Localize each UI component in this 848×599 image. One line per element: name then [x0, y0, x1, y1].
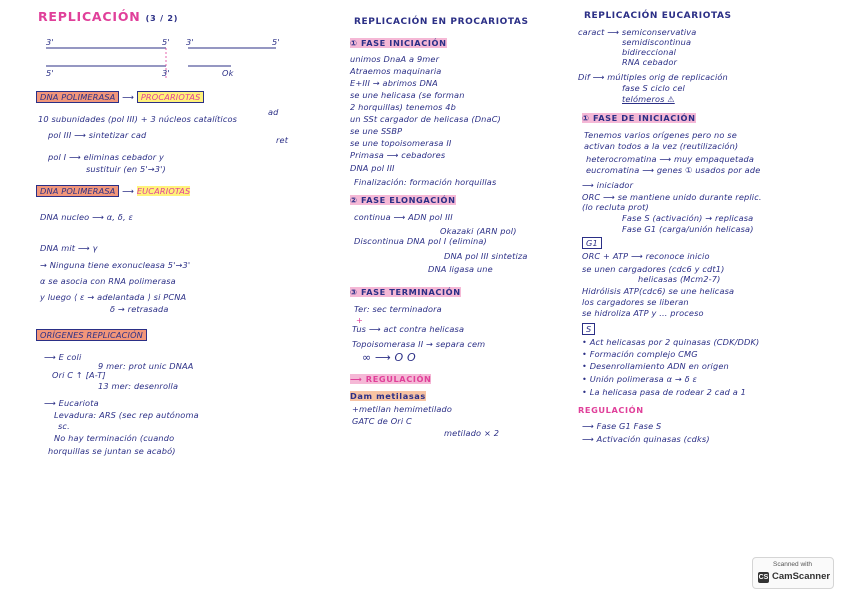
- note-line: E+III → abrimos DNA: [350, 78, 438, 88]
- note-line: DNA ligasa une: [428, 264, 493, 274]
- note-annotation: ret: [276, 135, 289, 145]
- note-line: Atraemos maquinaria: [350, 66, 442, 76]
- note-line: ∞ ⟶ O O: [362, 351, 416, 364]
- note-line: α se asocia con RNA polimerasa: [40, 276, 176, 286]
- note-line: +: [356, 315, 364, 325]
- note-line: 2 horquillas) tenemos 4b: [350, 102, 456, 112]
- note-line: Fase S (activación) → replicasa: [622, 213, 754, 223]
- diagram-label-6: 5': [46, 68, 54, 78]
- note-line: DNA nucleo ⟶ α, δ, ε: [40, 212, 134, 222]
- note-line: un SSt cargador de helicasa (DnaC): [350, 114, 501, 124]
- diagram-label-5: 3': [162, 68, 170, 78]
- note-line: se une topoisomerasa II: [350, 138, 452, 148]
- note-line: Discontinua DNA pol I (elimina): [354, 236, 487, 246]
- subheading-fase-elongacion: ② FASE ELONGACIÓN: [350, 195, 456, 205]
- subheading-fase-iniciacion: ① FASE DE INICIACIÓN: [582, 113, 696, 123]
- heading-replicacion-procariotas: REPLICACIÓN EN PROCARIOTAS: [354, 17, 529, 27]
- subheading-dam-metilasas: Dam metilasas: [350, 391, 426, 401]
- note-line: Ori C ↑ [A-T]: [52, 370, 106, 380]
- note-line: ⟶ iniciador: [582, 180, 634, 190]
- title-sub: (3 / 2): [145, 14, 179, 23]
- note-line: metilado × 2: [444, 428, 500, 438]
- dna-polimerasa-procariotas: DNA POLIMERASA ⟶ PROCARIOTAS: [36, 92, 204, 102]
- note-line: Topoisomerasa II → separa cem: [352, 339, 486, 349]
- note-line: caract ⟶ semiconservativa: [578, 27, 697, 37]
- note-line: Hidrólisis ATP(cdc6) se une helicasa: [582, 286, 735, 296]
- note-line: se une helicasa (se forman: [350, 90, 465, 100]
- heading-origenes-replicacion: ORÍGENES REPLICACIÓN: [36, 329, 147, 341]
- note-line: bidireccional: [622, 47, 677, 57]
- note-line: semidiscontinua: [622, 37, 692, 47]
- stamp-brand: CamScanner: [772, 571, 831, 582]
- note-line: sustituir (en 5'→3'): [86, 164, 166, 174]
- note-line: pol III ⟶ sintetizar cad: [48, 130, 147, 140]
- subheading-regulacion: REGULACIÓN: [578, 405, 644, 415]
- page-title: [38, 9, 179, 24]
- note-line: Levadura: ARS (sec rep autónoma: [54, 410, 199, 420]
- note-line: helicasas (Mcm2-7): [638, 274, 721, 284]
- stamp-caption: Scanned with: [773, 561, 813, 568]
- note-line: eucromatina ⟶ genes ① usados por ade: [586, 165, 761, 175]
- note-line: No hay terminación (cuando: [54, 433, 175, 443]
- camscanner-stamp: [752, 557, 834, 589]
- label-s: S: [582, 323, 595, 335]
- subheading-fase-terminacion: ③ FASE TERMINACIÓN: [350, 287, 461, 297]
- label-procariotas: PROCARIOTAS: [137, 91, 205, 103]
- s-row: [582, 324, 595, 334]
- note-line: δ → retrasada: [110, 304, 169, 314]
- note-line: Tus ⟶ act contra helicasa: [352, 324, 465, 334]
- dna-polimerasa-eucariotas: DNA POLIMERASA ⟶ EUCARIOTAS: [36, 186, 190, 196]
- subheading-fase-iniciacion: ① FASE INICIACIÓN: [350, 38, 447, 48]
- note-line: continua ⟶ ADN pol III: [354, 212, 453, 222]
- note-line: 10 subunidades (pol III) + 3 núcleos catalíticos: [38, 114, 238, 124]
- diagram-label-2: 5': [162, 37, 170, 47]
- note-line: Finalización: formación horquillas: [354, 177, 497, 187]
- g1-row: [582, 238, 602, 248]
- note-line: RNA cebador: [622, 57, 677, 67]
- note-line: 9 mer: prot unic DNAA: [98, 361, 194, 371]
- note-line: Fase G1 (carga/unión helicasa): [622, 224, 754, 234]
- note-line: pol I ⟶ eliminas cebador y: [48, 152, 165, 162]
- note-line: Dif ⟶ múltiples orig de replicación: [578, 72, 728, 82]
- note-line: unimos DnaA a 9mer: [350, 54, 440, 64]
- note-line: heterocromatina ⟶ muy empaquetada: [586, 154, 755, 164]
- label-eucariotas: EUCARIOTAS: [136, 186, 191, 196]
- diagram-label-1: 3': [46, 37, 54, 47]
- fase-iniciacion-euc-row: [582, 113, 696, 123]
- note-line: • Unión polimerasa α → δ ε: [582, 374, 698, 384]
- note-line: • Act helicasas por 2 quinasas (CDK/DDK): [582, 337, 760, 347]
- note-line: y luego ⟨ ε → adelantada ⟩ si PCNA: [40, 292, 187, 302]
- heading-dna-polimerasa: DNA POLIMERASA: [36, 185, 119, 197]
- fase-iniciacion-row: [350, 38, 447, 48]
- note-line: DNA pol III: [350, 163, 395, 173]
- note-line: ⟶ E coli: [44, 352, 82, 362]
- fase-terminacion-row: [350, 287, 461, 297]
- diagram-label-7: Ok: [222, 68, 234, 78]
- note-line: • Desenrollamiento ADN en origen: [582, 361, 729, 371]
- note-line: fase S ciclo cel: [622, 83, 685, 93]
- note-line: → Ninguna tiene exonucleasa 5'→3': [40, 260, 191, 270]
- heading-replicacion-eucariotas: REPLICACIÓN EUCARIOTAS: [584, 11, 732, 21]
- note-line: ⟶ Activación quinasas (cdks): [582, 434, 710, 444]
- note-line: horquillas se juntan se acabó): [48, 446, 176, 456]
- note-line: DNA mit ⟶ γ: [40, 243, 98, 253]
- note-line: Ter: sec terminadora: [354, 304, 442, 314]
- replication-diagram: [36, 34, 286, 84]
- note-line: Primasa ⟶ cebadores: [350, 150, 446, 160]
- fase-elongacion-row: [350, 195, 456, 205]
- note-line: telómeros ⚠: [622, 94, 675, 104]
- diagram-label-3: 3': [186, 37, 194, 47]
- heading-dna-polimerasa: DNA POLIMERASA: [36, 91, 119, 103]
- note-line: ⟶ Fase G1 Fase S: [582, 421, 662, 431]
- note-line: Okazaki (ARN pol): [440, 226, 517, 236]
- note-line: se hidroliza ATP y ... proceso: [582, 308, 704, 318]
- note-line: • La helicasa pasa de rodear 2 cad a 1: [582, 387, 746, 397]
- note-line: 13 mer: desenrolla: [98, 381, 179, 391]
- note-line: activan todos a la vez (reutilización): [584, 141, 739, 151]
- label-g1: G1: [582, 237, 602, 249]
- title-main: REPLICACIÓN: [38, 9, 141, 24]
- note-line: ORC + ATP ⟶ reconoce inicio: [582, 251, 710, 261]
- note-line: los cargadores se liberan: [582, 297, 689, 307]
- origenes-heading-row: [36, 330, 147, 340]
- note-line: DNA pol III sintetiza: [444, 251, 528, 261]
- regulacion-row: [350, 374, 431, 384]
- note-line: sc.: [58, 421, 70, 431]
- camscanner-icon: CS: [758, 574, 769, 581]
- note-annotation: ad: [268, 107, 279, 117]
- note-line: ⟶ Eucariota: [44, 398, 99, 408]
- note-line: se une SSBP: [350, 126, 403, 136]
- subheading-regulacion: ⟶ REGULACIÓN: [350, 374, 432, 384]
- note-line: se unen cargadores (cdc6 y cdt1): [582, 264, 725, 274]
- note-line: • Formación complejo CMG: [582, 349, 698, 359]
- dam-row: [350, 391, 426, 401]
- note-line: (lo recluta prot): [582, 202, 649, 212]
- note-line: Tenemos varios orígenes pero no se: [584, 130, 737, 140]
- diagram-label-4: 5': [272, 37, 280, 47]
- note-line: +metilan hemimetilado: [352, 404, 453, 414]
- note-line: GATC de Ori C: [352, 416, 412, 426]
- note-line: ORC ⟶ se mantiene unido durante replic.: [582, 192, 762, 202]
